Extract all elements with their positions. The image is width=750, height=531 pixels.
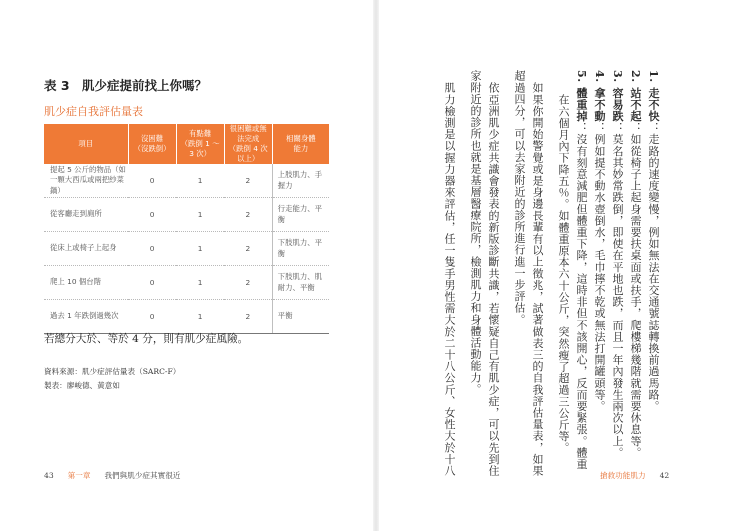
table-row: [44, 300, 329, 334]
row-item: 提起 5 公斤的物品（如一顆大西瓜或兩把紗菜鍋）: [44, 164, 128, 198]
body-line: 肌力檢測是以握力器來評估，任一隻手男性需大於二十八公斤、女性大於十八: [443, 82, 456, 477]
chapter-label: 第一章: [67, 471, 91, 480]
table-row: [44, 198, 329, 232]
list-item: [644, 70, 662, 412]
body-line: 家附近的診所也就是基層醫療院所，檢測肌力和身體活動能力。: [469, 70, 482, 395]
assessment-title: 肌少症自我評估量表: [44, 105, 143, 118]
chapter-title: 我們與肌少症其實很近: [104, 471, 181, 480]
item-text: ：例如提不動水壺倒水，毛巾擰不乾或無法打開罐頭等。: [593, 121, 606, 412]
row-ability: 下肢肌力、平衡: [272, 232, 329, 266]
item-text: ：如從椅子上起身需要扶桌面或扶手，爬樓梯幾階就需要休息等。: [629, 121, 642, 459]
table-credits: [44, 365, 180, 393]
book-title: 搶救功能肌力: [600, 471, 646, 480]
row-item: 爬上 10 個台階: [44, 266, 128, 300]
assessment-table: [44, 124, 329, 334]
table-header-row: [44, 124, 329, 164]
row-item: 從床上或椅子上起身: [44, 232, 128, 266]
score-1: 1: [176, 232, 224, 266]
body-line: 在六個月內下降五％。如體重原本六十公斤，突然瘦了超過三公斤等。: [557, 94, 570, 454]
item-text: ：走路的速度變慢，例如無法在交通號誌轉換前過馬路。: [647, 121, 660, 412]
header-some-difficulty: 有點難 （跌倒 1 ～ 3 次）: [176, 124, 224, 164]
table-title: 表 3 肌少症提前找上你嗎？: [44, 78, 208, 93]
score-1: 1: [176, 266, 224, 300]
list-item: [626, 70, 644, 458]
body-line: 如果你開始警覺或是身邊長輩有以上徵兆，試著做表三的自我評估量表，如果: [531, 82, 544, 477]
score-0: 0: [128, 164, 176, 198]
score-0: 0: [128, 198, 176, 232]
left-page-footer: [44, 470, 180, 481]
maker-note: 製表：廖峻德、黃意如: [44, 381, 120, 391]
source-note: 資料來源：肌少症評估量表（SARC-F）: [44, 367, 181, 376]
list-item: [590, 70, 608, 412]
score-2: 2: [224, 232, 272, 266]
page-gutter: [373, 0, 379, 531]
body-line: 依亞洲肌少症共識會發表的新版診斷共識，若懷疑自己有肌少症，可以先到住: [487, 82, 500, 477]
score-1: 1: [176, 164, 224, 198]
score-1: 1: [176, 198, 224, 232]
header-item: 項目: [44, 124, 128, 164]
score-result-note: 若總分大於、等於 4 分，則有肌少症風險。: [44, 333, 249, 345]
score-2: 2: [224, 164, 272, 198]
row-item: 過去 1 年跌倒過幾次: [44, 300, 128, 334]
table-row: [44, 164, 329, 198]
list-item: [608, 70, 626, 458]
score-1: 1: [176, 300, 224, 334]
score-0: 0: [128, 266, 176, 300]
item-label: 2. 站不起: [629, 70, 642, 122]
score-0: 0: [128, 300, 176, 334]
header-body-ability: 相關身體 能力: [272, 124, 329, 164]
right-page-footer: [600, 470, 669, 481]
item-label: 5. 體重掉: [575, 70, 588, 122]
row-ability: 行走能力、平衡: [272, 198, 329, 232]
score-0: 0: [128, 232, 176, 266]
item-label: 3. 容易跌: [611, 70, 624, 122]
table-row: [44, 266, 329, 300]
item-label: 1. 走不快: [647, 70, 660, 122]
item-text: ：莫名其妙常跌倒，即使在平地也跌，而且一年內發生兩次以上。: [611, 121, 624, 459]
score-2: 2: [224, 198, 272, 232]
header-no-difficulty: 沒困難 （沒跌倒）: [128, 124, 176, 164]
row-item: 從客廳走到廁所: [44, 198, 128, 232]
row-ability: 下肢肌力、肌耐力、平衡: [272, 266, 329, 300]
item-text: ：沒有刻意減肥但體重下降，這時非但不該開心，反而要緊張。體重: [575, 121, 588, 470]
item-label: 4. 拿不動: [593, 70, 606, 122]
score-2: 2: [224, 300, 272, 334]
left-page-number: 43: [44, 471, 54, 480]
row-ability: 上肢肌力、手握力: [272, 164, 329, 198]
header-very-difficult: 很困難或無 法完成 （跌倒 4 次以上）: [224, 124, 272, 164]
body-line: 超過四分，可以去家附近的診所進行進一步評估。: [513, 70, 526, 326]
list-item: [572, 70, 590, 470]
right-page-number: 42: [659, 471, 670, 480]
table-row: [44, 232, 329, 266]
score-2: 2: [224, 266, 272, 300]
row-ability: 平衡: [272, 300, 329, 334]
